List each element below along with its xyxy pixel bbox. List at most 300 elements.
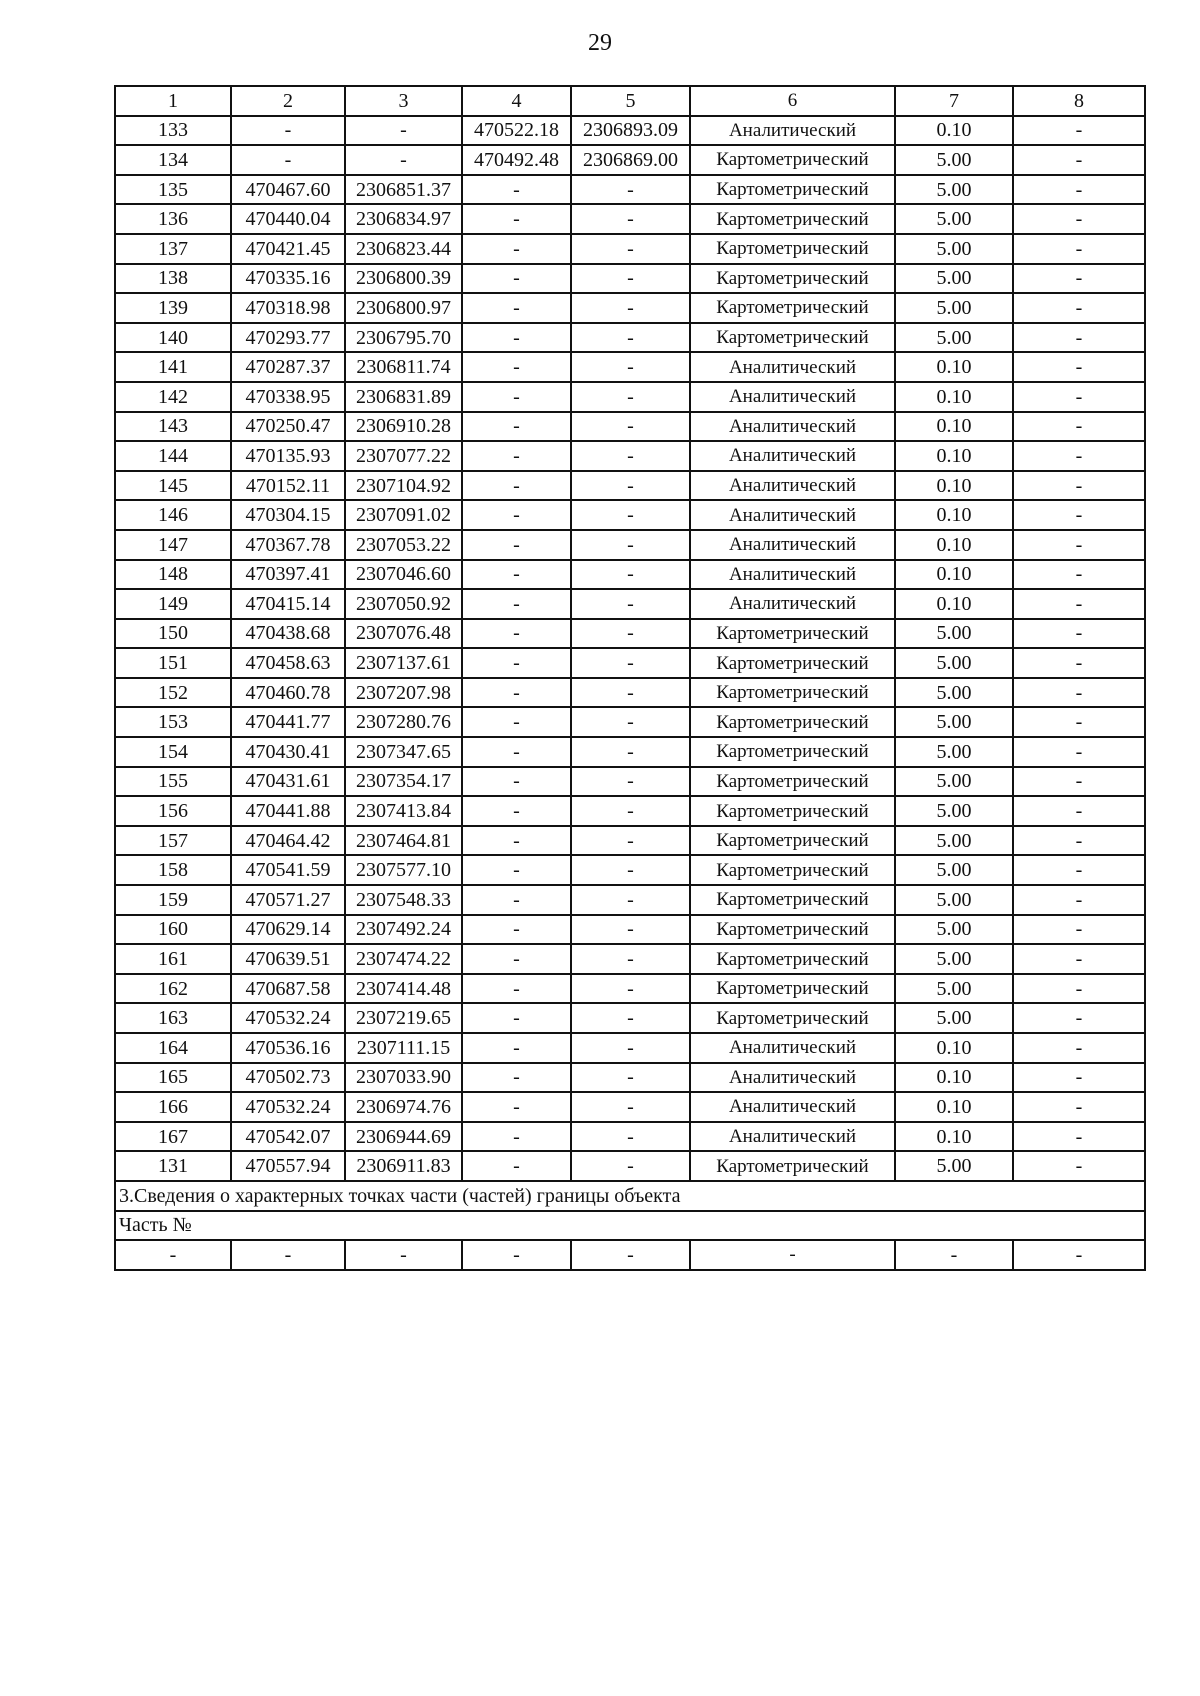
table-cell: 470571.27 bbox=[231, 885, 345, 915]
table-cell: 470152.11 bbox=[231, 471, 345, 501]
table-cell: 152 bbox=[115, 678, 231, 708]
table-row bbox=[115, 915, 1145, 945]
table-cell: 136 bbox=[115, 204, 231, 234]
table-cell: 142 bbox=[115, 382, 231, 412]
table-cell: 2306851.37 bbox=[345, 175, 462, 205]
table-cell: - bbox=[1013, 352, 1145, 382]
table-cell: 158 bbox=[115, 855, 231, 885]
table-cell: Картометрический bbox=[690, 885, 895, 915]
table-cell: 2307414.48 bbox=[345, 974, 462, 1004]
table-cell: - bbox=[462, 707, 571, 737]
table-cell: 2306811.74 bbox=[345, 352, 462, 382]
table-cell: - bbox=[571, 707, 690, 737]
table-row bbox=[115, 1122, 1145, 1152]
table-cell: 134 bbox=[115, 145, 231, 175]
table-cell: 5.00 bbox=[895, 737, 1013, 767]
table-cell: Аналитический bbox=[690, 382, 895, 412]
table-cell: 5.00 bbox=[895, 855, 1013, 885]
table-cell: 470532.24 bbox=[231, 1092, 345, 1122]
table-cell: - bbox=[1013, 619, 1145, 649]
table-cell: 148 bbox=[115, 560, 231, 590]
table-cell: - bbox=[1013, 145, 1145, 175]
table-cell: 2307053.22 bbox=[345, 530, 462, 560]
table-row bbox=[115, 619, 1145, 649]
table-cell: 151 bbox=[115, 648, 231, 678]
table-cell: Картометрический bbox=[690, 264, 895, 294]
table-cell: 5.00 bbox=[895, 264, 1013, 294]
table-cell: - bbox=[1013, 855, 1145, 885]
table-cell: - bbox=[571, 826, 690, 856]
table-cell: Картометрический bbox=[690, 293, 895, 323]
table-cell: 138 bbox=[115, 264, 231, 294]
table-cell: - bbox=[462, 441, 571, 471]
table-row bbox=[115, 737, 1145, 767]
page-number: 29 bbox=[588, 30, 612, 56]
table-cell: - bbox=[1013, 944, 1145, 974]
table-cell: - bbox=[1013, 796, 1145, 826]
table-cell: - bbox=[1013, 441, 1145, 471]
table-cell: 0.10 bbox=[895, 352, 1013, 382]
table-cell: - bbox=[1013, 707, 1145, 737]
table-cell: - bbox=[231, 1240, 345, 1270]
table-cell: 470441.77 bbox=[231, 707, 345, 737]
table-cell: - bbox=[462, 1151, 571, 1181]
table-cell: 166 bbox=[115, 1092, 231, 1122]
table-cell: 470135.93 bbox=[231, 441, 345, 471]
table-cell: 5.00 bbox=[895, 915, 1013, 945]
table-cell: 470458.63 bbox=[231, 648, 345, 678]
table-cell: - bbox=[462, 648, 571, 678]
table-cell: - bbox=[462, 175, 571, 205]
table-cell: Аналитический bbox=[690, 1033, 895, 1063]
table-cell: - bbox=[571, 352, 690, 382]
table-cell: - bbox=[462, 826, 571, 856]
table-cell: - bbox=[462, 767, 571, 797]
table-cell: - bbox=[571, 944, 690, 974]
table-cell: 2307280.76 bbox=[345, 707, 462, 737]
table-cell: - bbox=[571, 500, 690, 530]
table-cell: - bbox=[571, 1063, 690, 1093]
table-cell: 470536.16 bbox=[231, 1033, 345, 1063]
table-cell: 5.00 bbox=[895, 885, 1013, 915]
table-cell: - bbox=[462, 619, 571, 649]
coordinates-table bbox=[114, 85, 1146, 1271]
table-cell: 470441.88 bbox=[231, 796, 345, 826]
table-cell: 470304.15 bbox=[231, 500, 345, 530]
table-cell: 140 bbox=[115, 323, 231, 353]
table-cell: 0.10 bbox=[895, 1092, 1013, 1122]
table-cell: - bbox=[1013, 204, 1145, 234]
table-cell: Картометрический bbox=[690, 204, 895, 234]
table-cell: - bbox=[1013, 323, 1145, 353]
table-row bbox=[115, 678, 1145, 708]
table-row bbox=[115, 855, 1145, 885]
table-cell: - bbox=[462, 944, 571, 974]
table-cell: 470397.41 bbox=[231, 560, 345, 590]
table-cell: 470430.41 bbox=[231, 737, 345, 767]
table-cell: 150 bbox=[115, 619, 231, 649]
table-cell: - bbox=[571, 382, 690, 412]
table-row bbox=[115, 175, 1145, 205]
table-cell: - bbox=[571, 737, 690, 767]
table-cell: - bbox=[462, 589, 571, 619]
table-cell: 470557.94 bbox=[231, 1151, 345, 1181]
table-cell: Картометрический bbox=[690, 767, 895, 797]
table-cell: 5.00 bbox=[895, 767, 1013, 797]
table-cell: - bbox=[1013, 678, 1145, 708]
table-cell: Аналитический bbox=[690, 589, 895, 619]
table-header-row bbox=[115, 86, 1145, 116]
table-row bbox=[115, 767, 1145, 797]
table-cell: 470464.42 bbox=[231, 826, 345, 856]
table-cell: 5 bbox=[571, 86, 690, 116]
table-cell: 0.10 bbox=[895, 1122, 1013, 1152]
table-cell: - bbox=[1013, 885, 1145, 915]
table-cell: - bbox=[1013, 1122, 1145, 1152]
table-cell: - bbox=[1013, 1033, 1145, 1063]
table-cell: 6 bbox=[690, 86, 895, 116]
part-label-row bbox=[115, 1211, 1145, 1241]
table-row bbox=[115, 707, 1145, 737]
table-cell: 2 bbox=[231, 86, 345, 116]
table-cell: - bbox=[571, 530, 690, 560]
table-cell: 164 bbox=[115, 1033, 231, 1063]
table-cell: - bbox=[1013, 737, 1145, 767]
table-cell: 5.00 bbox=[895, 175, 1013, 205]
table-cell: 2307111.15 bbox=[345, 1033, 462, 1063]
table-cell: - bbox=[462, 1003, 571, 1033]
table-cell: - bbox=[571, 1122, 690, 1152]
table-row bbox=[115, 885, 1145, 915]
table-cell: Аналитический bbox=[690, 471, 895, 501]
table-cell: Картометрический bbox=[690, 175, 895, 205]
table-cell: Картометрический bbox=[690, 619, 895, 649]
table-cell: Картометрический bbox=[690, 323, 895, 353]
table-cell: 1 bbox=[115, 86, 231, 116]
table-cell: - bbox=[1013, 648, 1145, 678]
table-row bbox=[115, 204, 1145, 234]
table-cell: - bbox=[571, 885, 690, 915]
table-cell: - bbox=[1013, 500, 1145, 530]
table-cell: - bbox=[571, 589, 690, 619]
table-cell: - bbox=[1013, 412, 1145, 442]
table-cell: - bbox=[462, 974, 571, 1004]
table-cell: - bbox=[1013, 264, 1145, 294]
table-cell: 157 bbox=[115, 826, 231, 856]
table-cell: Аналитический bbox=[690, 441, 895, 471]
table-cell: 470522.18 bbox=[462, 116, 571, 146]
table-cell: - bbox=[1013, 589, 1145, 619]
table-cell: 2306944.69 bbox=[345, 1122, 462, 1152]
table-cell: 2306831.89 bbox=[345, 382, 462, 412]
table-cell: - bbox=[462, 382, 571, 412]
table-cell: 160 bbox=[115, 915, 231, 945]
table-cell: Аналитический bbox=[690, 352, 895, 382]
table-cell: Аналитический bbox=[690, 560, 895, 590]
table-cell: Картометрический bbox=[690, 234, 895, 264]
table-cell: - bbox=[571, 441, 690, 471]
table-cell: Картометрический bbox=[690, 796, 895, 826]
table-cell: 0.10 bbox=[895, 1033, 1013, 1063]
table-row bbox=[115, 441, 1145, 471]
table-cell: 2307464.81 bbox=[345, 826, 462, 856]
table-cell: 5.00 bbox=[895, 323, 1013, 353]
table-cell: - bbox=[462, 1033, 571, 1063]
table-cell: - bbox=[462, 737, 571, 767]
table-cell: - bbox=[571, 560, 690, 590]
table-cell: 133 bbox=[115, 116, 231, 146]
table-cell: - bbox=[1013, 826, 1145, 856]
table-cell: - bbox=[1013, 382, 1145, 412]
table-cell: - bbox=[462, 234, 571, 264]
table-row bbox=[115, 530, 1145, 560]
table-cell: Картометрический bbox=[690, 1003, 895, 1033]
table-cell: - bbox=[1013, 974, 1145, 1004]
table-cell: 2307474.22 bbox=[345, 944, 462, 974]
table-cell: 2306834.97 bbox=[345, 204, 462, 234]
table-cell: - bbox=[1013, 1063, 1145, 1093]
table-cell: Картометрический bbox=[690, 826, 895, 856]
table-cell: 470492.48 bbox=[462, 145, 571, 175]
section-title-row bbox=[115, 1181, 1145, 1211]
table-cell: 2307207.98 bbox=[345, 678, 462, 708]
table-cell: 2306910.28 bbox=[345, 412, 462, 442]
table-cell: - bbox=[462, 1063, 571, 1093]
table-cell: Картометрический bbox=[690, 707, 895, 737]
table-cell: - bbox=[462, 293, 571, 323]
table-cell: 159 bbox=[115, 885, 231, 915]
table-cell: - bbox=[571, 1240, 690, 1270]
table-cell: 470629.14 bbox=[231, 915, 345, 945]
table-row bbox=[115, 589, 1145, 619]
table-cell: 2307492.24 bbox=[345, 915, 462, 945]
table-cell: 141 bbox=[115, 352, 231, 382]
table-cell: - bbox=[571, 175, 690, 205]
table-cell: - bbox=[462, 412, 571, 442]
table-cell: 470287.37 bbox=[231, 352, 345, 382]
table-cell: - bbox=[571, 767, 690, 797]
table-row bbox=[115, 471, 1145, 501]
table-cell: Картометрический bbox=[690, 974, 895, 1004]
table-cell: - bbox=[1013, 530, 1145, 560]
table-cell: 470467.60 bbox=[231, 175, 345, 205]
table-cell: - bbox=[462, 264, 571, 294]
table-cell: - bbox=[571, 915, 690, 945]
table-cell: 161 bbox=[115, 944, 231, 974]
table-cell: - bbox=[1013, 1092, 1145, 1122]
table-cell: 470293.77 bbox=[231, 323, 345, 353]
table-cell: - bbox=[571, 293, 690, 323]
table-row bbox=[115, 352, 1145, 382]
table-cell: - bbox=[462, 915, 571, 945]
table-cell: 2307577.10 bbox=[345, 855, 462, 885]
table-cell: 470532.24 bbox=[231, 1003, 345, 1033]
table-cell: 5.00 bbox=[895, 293, 1013, 323]
table-cell: - bbox=[571, 796, 690, 826]
table-cell: 2306800.97 bbox=[345, 293, 462, 323]
table-cell: - bbox=[1013, 560, 1145, 590]
table-cell: 5.00 bbox=[895, 204, 1013, 234]
table-cell: 167 bbox=[115, 1122, 231, 1152]
table-cell: - bbox=[462, 500, 571, 530]
table-cell: - bbox=[462, 204, 571, 234]
table-cell: 5.00 bbox=[895, 234, 1013, 264]
table-cell: 144 bbox=[115, 441, 231, 471]
table-cell: - bbox=[115, 1240, 231, 1270]
table-cell: 0.10 bbox=[895, 471, 1013, 501]
table-cell: 2307076.48 bbox=[345, 619, 462, 649]
table-row bbox=[115, 500, 1145, 530]
table-row bbox=[115, 412, 1145, 442]
table-cell: - bbox=[345, 1240, 462, 1270]
table-cell: 5.00 bbox=[895, 1003, 1013, 1033]
table-row bbox=[115, 1092, 1145, 1122]
table-cell: 470367.78 bbox=[231, 530, 345, 560]
table-cell: 470438.68 bbox=[231, 619, 345, 649]
table-cell: Аналитический bbox=[690, 500, 895, 530]
table-row bbox=[115, 382, 1145, 412]
table-row bbox=[115, 1003, 1145, 1033]
table-cell: 5.00 bbox=[895, 619, 1013, 649]
table-cell: 470460.78 bbox=[231, 678, 345, 708]
table-cell: Аналитический bbox=[690, 530, 895, 560]
table-cell: 2307077.22 bbox=[345, 441, 462, 471]
table-cell: - bbox=[462, 1092, 571, 1122]
table-cell: 0.10 bbox=[895, 116, 1013, 146]
table-cell: - bbox=[571, 1092, 690, 1122]
table-cell: 155 bbox=[115, 767, 231, 797]
table-row bbox=[115, 323, 1145, 353]
table-cell: - bbox=[571, 234, 690, 264]
table-cell: - bbox=[462, 796, 571, 826]
table-cell: 5.00 bbox=[895, 944, 1013, 974]
table-cell: - bbox=[462, 323, 571, 353]
table-cell: Картометрический bbox=[690, 855, 895, 885]
table-cell: - bbox=[571, 471, 690, 501]
table-cell: 137 bbox=[115, 234, 231, 264]
table-cell: 0.10 bbox=[895, 1063, 1013, 1093]
table-cell: 470639.51 bbox=[231, 944, 345, 974]
table-row bbox=[115, 560, 1145, 590]
table-cell: 470250.47 bbox=[231, 412, 345, 442]
table-cell: 470687.58 bbox=[231, 974, 345, 1004]
table-cell: - bbox=[462, 560, 571, 590]
table-cell: Картометрический bbox=[690, 944, 895, 974]
table-cell: Картометрический bbox=[690, 648, 895, 678]
table-cell: 470440.04 bbox=[231, 204, 345, 234]
table-row bbox=[115, 1063, 1145, 1093]
table-cell: - bbox=[1013, 175, 1145, 205]
table-row bbox=[115, 116, 1145, 146]
table-cell: 149 bbox=[115, 589, 231, 619]
table-cell: 470338.95 bbox=[231, 382, 345, 412]
table-cell: - bbox=[1013, 915, 1145, 945]
table-cell: 2306974.76 bbox=[345, 1092, 462, 1122]
table-cell: 2306911.83 bbox=[345, 1151, 462, 1181]
table-empty-row bbox=[115, 1240, 1145, 1270]
table-cell: - bbox=[571, 1003, 690, 1033]
table-cell: 5.00 bbox=[895, 974, 1013, 1004]
table-cell: 470415.14 bbox=[231, 589, 345, 619]
table-cell: 2307354.17 bbox=[345, 767, 462, 797]
table-cell: 0.10 bbox=[895, 500, 1013, 530]
table-row bbox=[115, 1151, 1145, 1181]
table-cell: 5.00 bbox=[895, 648, 1013, 678]
table-row bbox=[115, 293, 1145, 323]
table-cell: - bbox=[1013, 1240, 1145, 1270]
table-cell: 5.00 bbox=[895, 145, 1013, 175]
table-cell: - bbox=[571, 974, 690, 1004]
table-cell: 147 bbox=[115, 530, 231, 560]
table-cell: - bbox=[462, 530, 571, 560]
table-cell: - bbox=[462, 352, 571, 382]
table-cell: 156 bbox=[115, 796, 231, 826]
table-cell: - bbox=[462, 678, 571, 708]
table-cell: 5.00 bbox=[895, 796, 1013, 826]
table-cell: - bbox=[690, 1240, 895, 1270]
table-cell: - bbox=[231, 116, 345, 146]
table-cell: - bbox=[571, 204, 690, 234]
table-cell: 0.10 bbox=[895, 589, 1013, 619]
table-cell: 5.00 bbox=[895, 1151, 1013, 1181]
table-cell: 131 bbox=[115, 1151, 231, 1181]
table-cell: 470421.45 bbox=[231, 234, 345, 264]
table-cell: - bbox=[571, 264, 690, 294]
table-row bbox=[115, 264, 1145, 294]
table-cell: 0.10 bbox=[895, 441, 1013, 471]
table-cell: - bbox=[571, 1033, 690, 1063]
table-row bbox=[115, 234, 1145, 264]
table-cell: - bbox=[895, 1240, 1013, 1270]
table-cell: 7 bbox=[895, 86, 1013, 116]
table-cell: 2306795.70 bbox=[345, 323, 462, 353]
table-cell: 4 bbox=[462, 86, 571, 116]
table-cell: Картометрический bbox=[690, 1151, 895, 1181]
table-cell: 162 bbox=[115, 974, 231, 1004]
table-cell: 5.00 bbox=[895, 707, 1013, 737]
table-cell: 135 bbox=[115, 175, 231, 205]
table-cell: Картометрический bbox=[690, 678, 895, 708]
table-cell: 2307050.92 bbox=[345, 589, 462, 619]
table-cell: 163 bbox=[115, 1003, 231, 1033]
table-cell: 145 bbox=[115, 471, 231, 501]
table-cell: - bbox=[462, 471, 571, 501]
table-cell: 2306800.39 bbox=[345, 264, 462, 294]
table-cell: Аналитический bbox=[690, 1122, 895, 1152]
table-cell: 470318.98 bbox=[231, 293, 345, 323]
table-cell: 139 bbox=[115, 293, 231, 323]
table-cell: - bbox=[571, 855, 690, 885]
table-cell: 470541.59 bbox=[231, 855, 345, 885]
table-cell: - bbox=[462, 885, 571, 915]
table-row bbox=[115, 944, 1145, 974]
table-cell: - bbox=[571, 323, 690, 353]
table-cell: Картометрический bbox=[690, 145, 895, 175]
table-row bbox=[115, 826, 1145, 856]
table-cell: 2307137.61 bbox=[345, 648, 462, 678]
table-cell: - bbox=[1013, 293, 1145, 323]
part-label: Часть № bbox=[115, 1211, 1145, 1241]
table-cell: Картометрический bbox=[690, 737, 895, 767]
table-cell: Аналитический bbox=[690, 116, 895, 146]
table-cell: Аналитический bbox=[690, 412, 895, 442]
table-cell: - bbox=[1013, 116, 1145, 146]
table-cell: 2306869.00 bbox=[571, 145, 690, 175]
table-cell: 2306893.09 bbox=[571, 116, 690, 146]
table-cell: - bbox=[1013, 1151, 1145, 1181]
table-cell: 0.10 bbox=[895, 412, 1013, 442]
table-cell: 5.00 bbox=[895, 678, 1013, 708]
